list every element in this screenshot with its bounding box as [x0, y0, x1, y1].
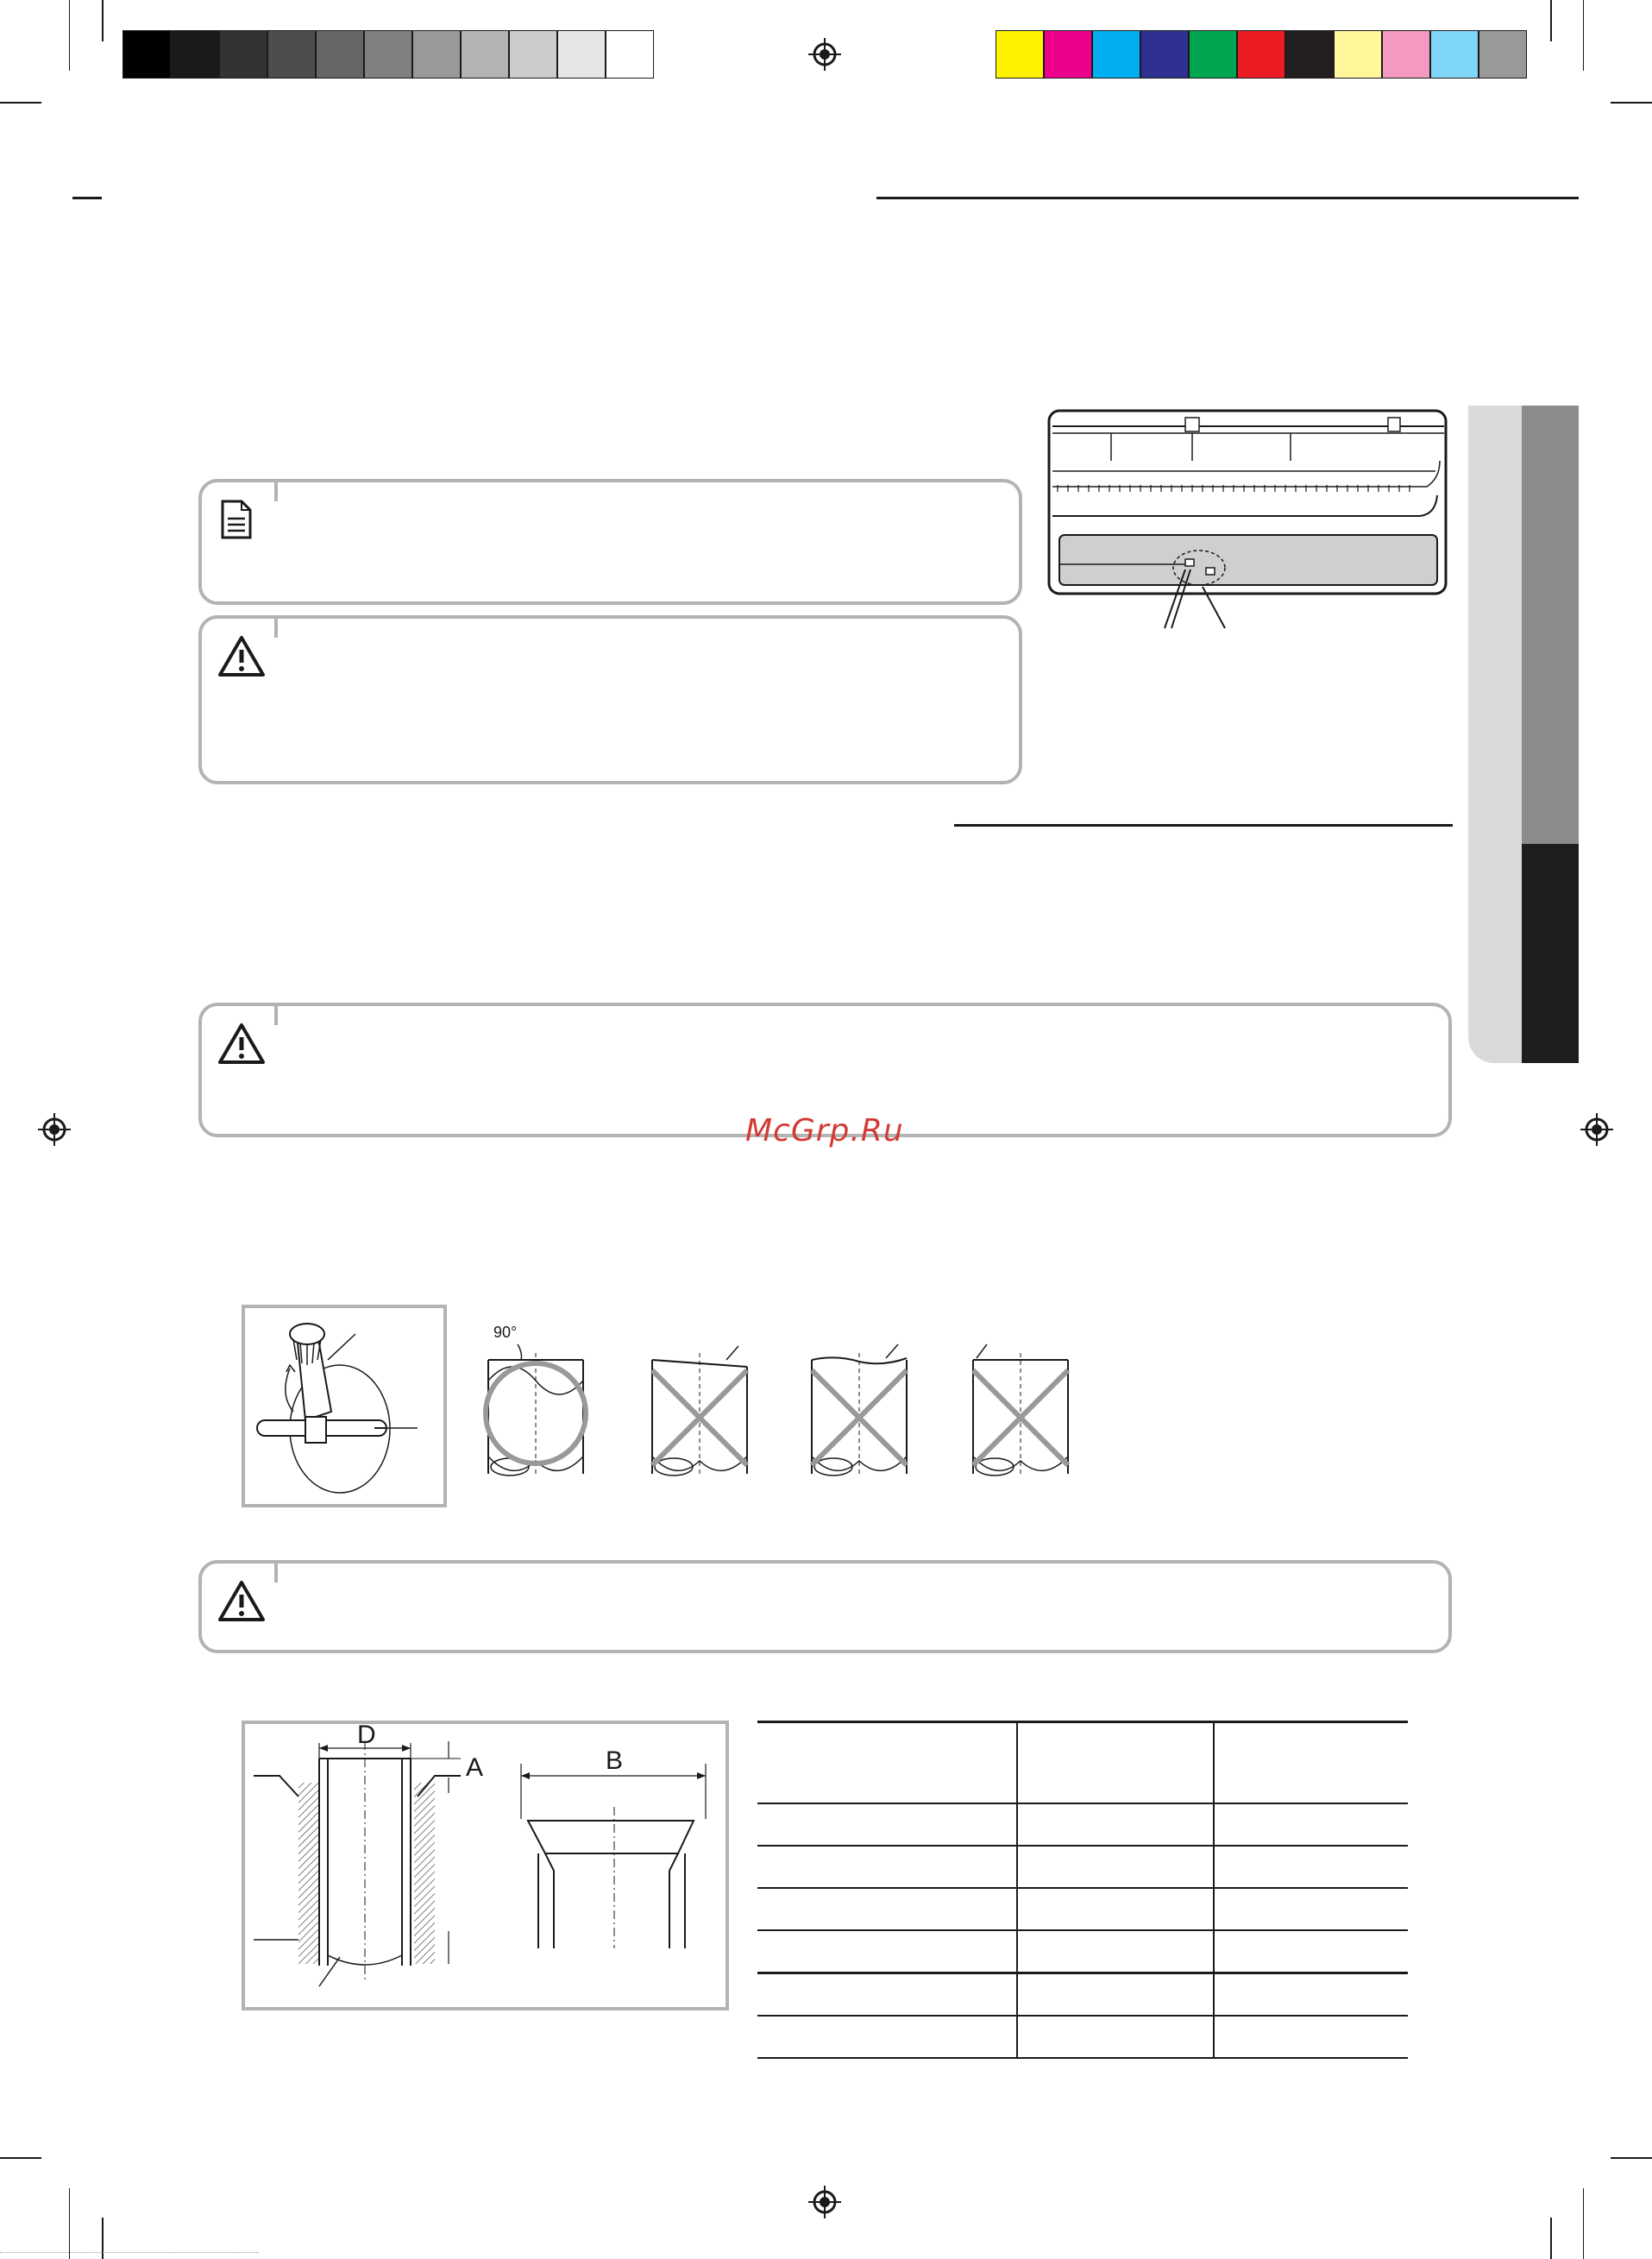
crop-mark	[1583, 2188, 1584, 2259]
registration-mark-icon	[1580, 1113, 1613, 1146]
registration-mark-icon	[808, 38, 841, 71]
crop-mark	[1611, 2157, 1652, 2159]
crop-mark	[1583, 0, 1584, 71]
calibration-swatch	[461, 30, 509, 79]
registration-mark-icon	[808, 2186, 841, 2218]
dimension-a-label: A	[466, 1753, 484, 1782]
pipe-cutter-illustration	[245, 1308, 443, 1504]
calibration-swatch	[1382, 30, 1430, 79]
dimension-b-label: B	[606, 1746, 624, 1775]
pipe-cut-comparison-figure	[480, 1318, 1084, 1491]
correct-cut-example	[486, 1344, 586, 1476]
table-header-row	[757, 1722, 1408, 1804]
dimension-d-label: D	[357, 1724, 376, 1749]
calibration-swatch	[1140, 30, 1189, 79]
calibration-swatch	[606, 30, 654, 79]
note-icon	[217, 498, 255, 541]
calibration-swatch	[1285, 30, 1334, 79]
calibration-swatch	[1430, 30, 1479, 79]
caution-icon	[217, 1579, 266, 1622]
table-header-cell	[757, 1722, 1017, 1804]
table-header-cell	[1214, 1722, 1408, 1804]
incorrect-cut-example	[973, 1344, 1068, 1476]
table-row	[757, 2016, 1408, 2058]
crop-mark	[102, 0, 104, 41]
calibration-swatch	[412, 30, 461, 79]
incorrect-cut-example	[812, 1344, 907, 1476]
calibration-swatch	[1189, 30, 1237, 79]
calibration-swatch	[1092, 30, 1140, 79]
caution-icon	[217, 634, 266, 677]
table-row	[757, 1803, 1408, 1846]
table-header-cell	[1017, 1722, 1214, 1804]
caution-box	[198, 1560, 1452, 1653]
indoor-unit-figure	[1047, 409, 1448, 637]
calibration-swatch	[1044, 30, 1092, 79]
table-row	[757, 1846, 1408, 1888]
calibration-swatch	[1479, 30, 1527, 79]
table-row	[757, 1973, 1408, 2017]
table-row	[757, 1930, 1408, 1973]
section-tab-active	[1522, 844, 1579, 1063]
calibration-swatch	[509, 30, 557, 79]
caution-box	[198, 615, 1022, 784]
header-rule-right	[876, 197, 1579, 199]
note-box	[198, 479, 1022, 605]
flare-dimension-figure	[242, 1721, 729, 2010]
crop-mark	[69, 2188, 70, 2259]
incorrect-cut-example	[652, 1346, 747, 1476]
calibration-swatch	[1334, 30, 1382, 79]
calibration-swatch	[996, 30, 1044, 79]
calibration-swatch	[219, 30, 267, 79]
calibration-swatch	[1237, 30, 1285, 79]
registration-mark-icon	[38, 1113, 71, 1146]
section-tab-background	[1468, 406, 1522, 1063]
crop-mark	[69, 0, 70, 71]
calibration-swatch	[122, 30, 171, 79]
crop-mark	[0, 2157, 41, 2159]
crop-mark	[0, 102, 41, 104]
calibration-swatch	[267, 30, 316, 79]
calibration-swatch	[557, 30, 606, 79]
flare-dimension-table	[757, 1721, 1408, 2059]
caution-icon	[217, 1022, 266, 1065]
crop-mark	[1550, 0, 1552, 41]
flare-dimension-illustration	[245, 1724, 725, 2007]
header-rule-left	[72, 197, 102, 199]
section-tab	[1522, 406, 1579, 844]
calibration-swatch	[316, 30, 364, 79]
calibration-swatch	[364, 30, 412, 79]
crop-mark	[1611, 102, 1652, 104]
footer-mark	[0, 2252, 259, 2256]
crop-mark	[1550, 2218, 1552, 2259]
calibration-swatch	[171, 30, 219, 79]
cut-angle-label: 90°	[493, 1324, 518, 1341]
pipe-cutter-figure	[242, 1305, 447, 1507]
watermark: McGrp.Ru	[745, 1113, 904, 1148]
table-row	[757, 1888, 1408, 1930]
section-rule	[954, 824, 1453, 827]
